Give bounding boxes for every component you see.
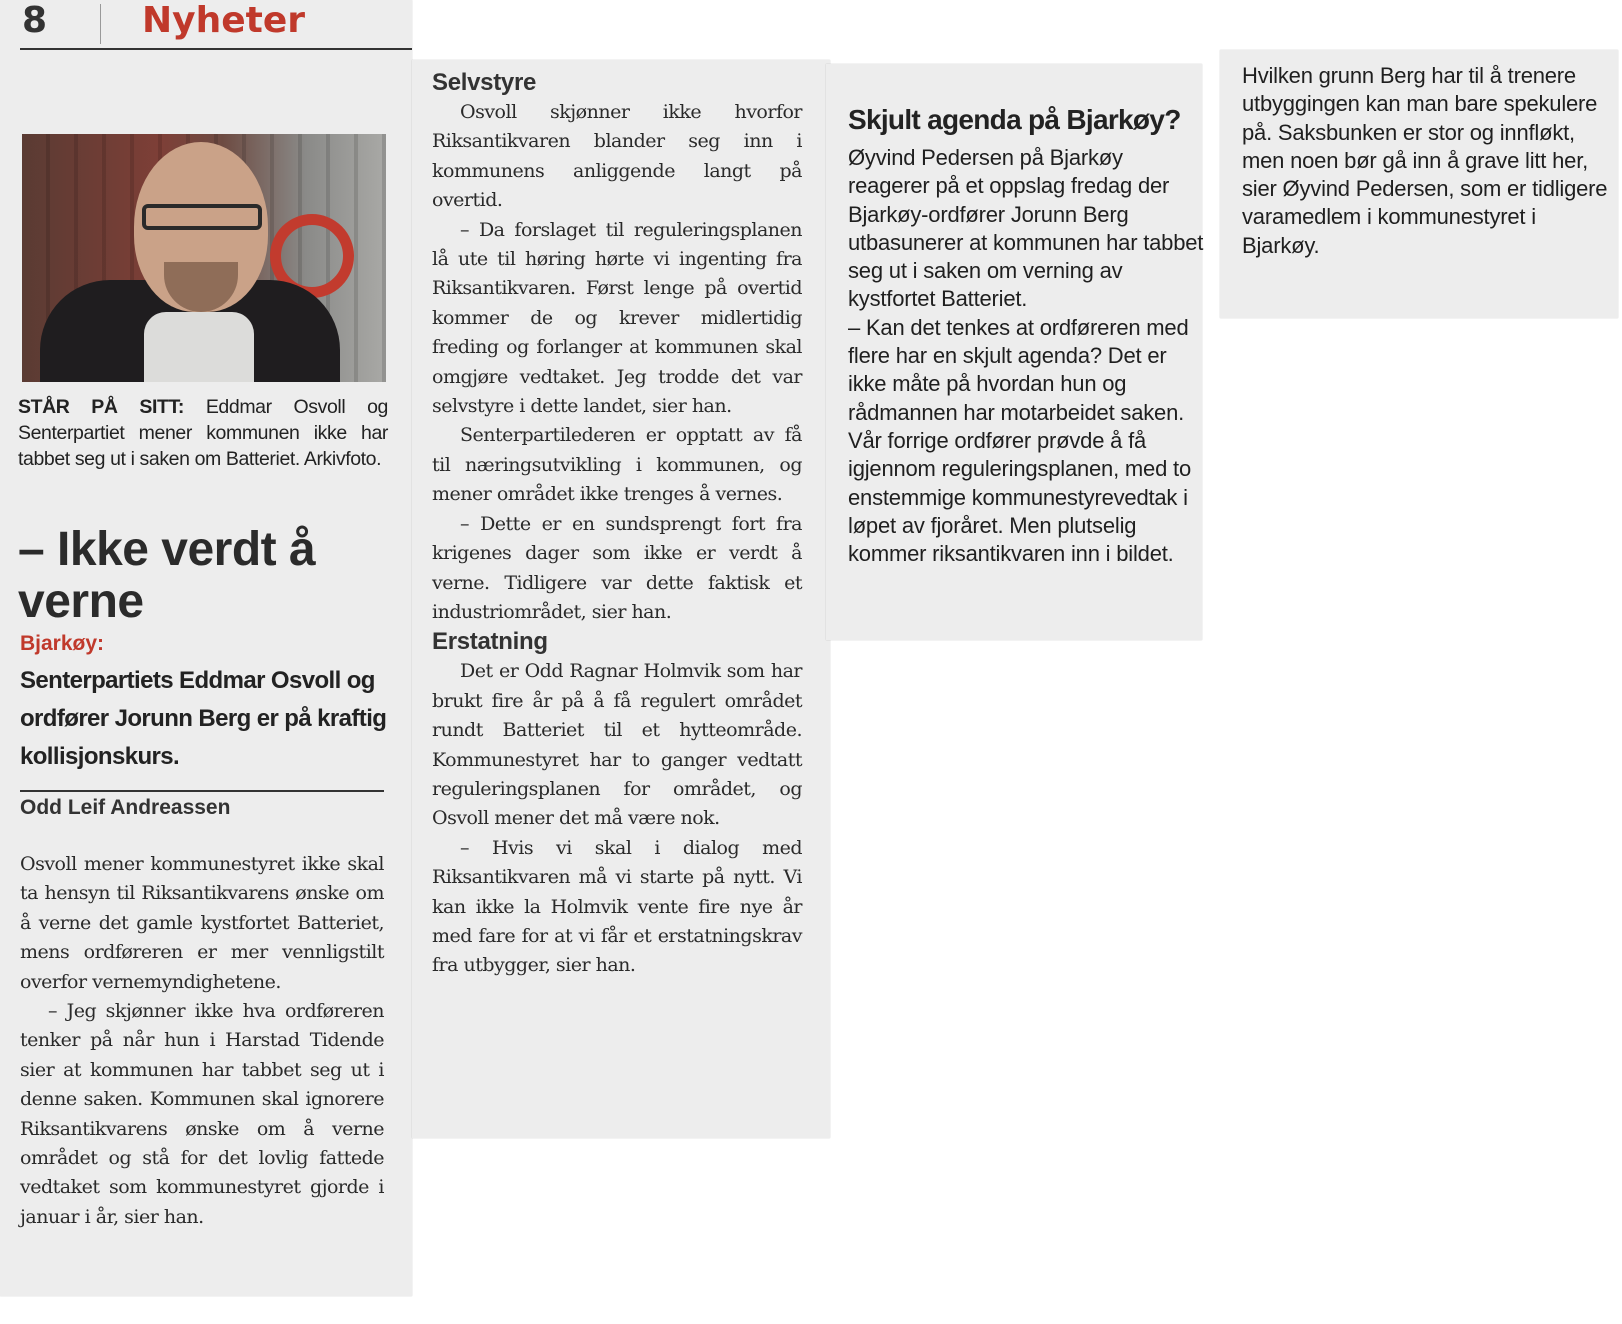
clipping-sidebar-continuation (1220, 50, 1618, 318)
sidebar-heading: Skjult agenda på Bjarkøy? (848, 104, 1181, 135)
article-lede: Senterpartiets Eddmar Osvoll og ordfører Jorunn Berg er på kraftig kollisjonskurs. (20, 667, 387, 770)
caption-lead: STÅR PÅ SITT: (18, 396, 184, 418)
paragraph: – Kan det tenkes at ordføreren med flere har en skjult agenda? Det er ikke måte på hvordan hun og rådmannen har motarbeidet saken. Vår forrige ordfører prøvde å få igjennom reguleringsplanen, med to enstemmige kommunestyrevedtak i løpet av fjoråret. Men plutselig kommer riksantikvaren inn i bildet. (848, 314, 1191, 567)
page-number: 8 (22, 0, 48, 41)
page-header (20, 0, 412, 50)
paragraph: Osvoll mener kommunestyret ikke skal ta hensyn til Riksantikvarens ønske om å verne det gamle kystfortet Batteriet, mens ordføreren er mer vennligstilt overfor vernemyndighetene. (20, 853, 384, 993)
dateline-place: Bjarkøy: (20, 632, 105, 655)
article-column-1 (20, 850, 384, 1232)
sidebar-column-2 (1242, 62, 1614, 260)
glasses-shape (142, 204, 262, 230)
paragraph: Senterpartilederen er opptatt av få til næringsutvikling i kommunen, og mener området ikke trenges å vernes. (432, 424, 802, 506)
paragraph: Øyvind Pedersen på Bjarkøy reagerer på et oppslag fredag der Bjarkøy-ordfører Jorunn Berg utbasunerer at kommunen har tabbet seg ut i saken om verning av kystfortet Batteriet. (848, 145, 1204, 312)
article-photo (22, 134, 386, 382)
clipping-article-continuation (412, 60, 830, 1138)
paragraph: – Jeg skjønner ikke hva ordføreren tenker på når hun i Harstad Tidende sier at kommunen har tabbet seg ut i denne saken. Kommunen skal ignorere Riksantikvarens ønske om å verne området og stå for det lovlig fattede vedtaket som kommunestyret gjorde i januar i år, sier han. (20, 1000, 384, 1228)
article-headline: – Ikke verdt å verne (18, 523, 316, 628)
byline-rule (20, 790, 384, 792)
paragraph: Osvoll skjønner ikke hvorfor Riksantikvaren blander seg inn i kommunens anliggende langt på overtid. (432, 101, 802, 212)
section-name: Nyheter (142, 0, 306, 41)
clipping-sidebar (826, 64, 1202, 640)
byline: Odd Leif Andreassen (20, 796, 231, 819)
photo-caption (18, 394, 388, 472)
paragraph: – Hvis vi skal i dialog med Riksantikvaren må vi starte på nytt. Vi kan ikke la Holmvik vente fire nye år med fare for at vi får et erstatningskrav fra utbygger, sier han. (432, 836, 802, 977)
subhead-selvstyre: Selvstyre (432, 69, 537, 96)
subhead-erstatning: Erstatning (432, 628, 548, 656)
paragraph: – Da forslaget til reguleringsplanen lå ute til høring hørte vi ingenting fra Riksantikvaren. Først lenge på overtid kommer de og krever midlertidig freding og forlanger at kommunen skal omgjøre vedtaket. Jeg trodde det var selvstyre i dette landet, sier han. (432, 218, 802, 418)
paragraph: – Dette er en sundsprengt fort fra krigenes dager som ikke er verdt å verne. Tidligere var dette faktisk et industriområdet, sier han. (432, 512, 802, 623)
article-column-2 (432, 98, 802, 981)
header-divider (100, 4, 101, 44)
clipping-main-article (0, 0, 412, 1296)
paragraph: Det er Odd Ragnar Holmvik som har brukt fire år på å få regulert området rundt Batteriet til et hytteområde. Kommunestyret har to ganger vedtatt reguleringsplanen for området, og Osvoll mener det må være nok. (432, 660, 802, 830)
sidebar-column-1 (848, 144, 1208, 568)
paragraph: Hvilken grunn Berg har til å trenere utbyggingen kan man bare spekulere på. Saksbunken er stor og innfløkt, men noen bør gå inn å grave litt her, sier Øyvind Pedersen, som er tidligere varamedlem i kommunestyret i Bjarkøy. (1242, 63, 1608, 258)
caption-text: Eddmar Osvoll og Senterpartiet mener kommunen ikke har tabbet seg ut i saken om Batteriet. Arkivfoto. (18, 396, 388, 470)
